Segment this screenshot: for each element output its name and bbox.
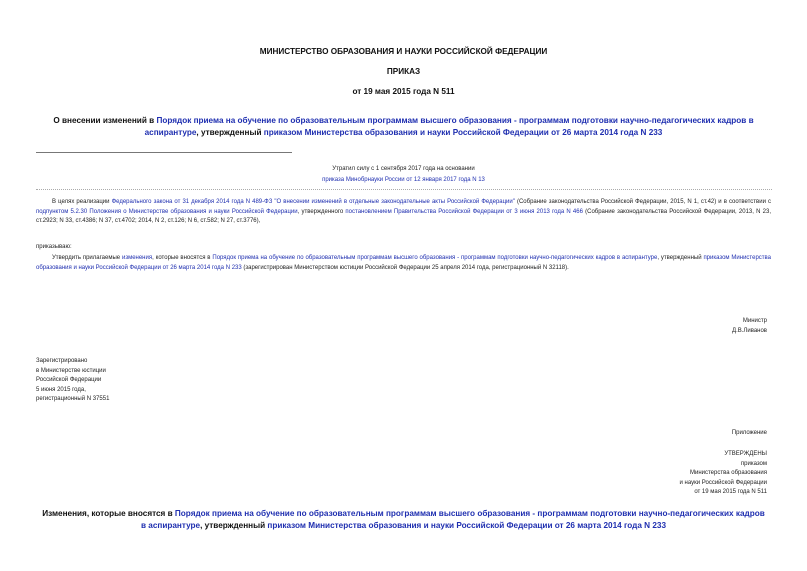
order-text-1: Утвердить прилагаемые bbox=[52, 255, 122, 261]
procedure-link[interactable]: Порядок приема на обучение по образовательным программам высшего образования - программам подготовки научно-педагогических кадров в аспирантуре bbox=[212, 255, 658, 261]
appendix-label: Приложение bbox=[731, 430, 767, 436]
registration-line-5: регистрационный N 37551 bbox=[36, 396, 110, 403]
changes-title-text-2: , утвержденный bbox=[200, 520, 268, 530]
order-text-2: , которые вносятся в bbox=[152, 255, 213, 261]
changes-title bbox=[40, 508, 767, 531]
changes-link[interactable]: изменения bbox=[121, 255, 153, 261]
order-title bbox=[40, 115, 767, 138]
doc-date-number: от 19 мая 2015 года N 511 bbox=[352, 87, 455, 96]
preamble-text-4: (Собрание законодательства Российской Федерации, 2013, N 23, ст.2923; N 33, ст.4386; N 37, ст.4702; 2014, N 2, ст.126; N 6, ст.582; N 27, ст.3776), bbox=[36, 208, 772, 225]
approved-line-2: Министерства образования bbox=[689, 470, 767, 477]
preamble-paragraph bbox=[36, 198, 771, 227]
order-paragraph bbox=[36, 254, 771, 273]
approved-line-3: и науки Российской Федерации bbox=[679, 479, 767, 486]
signature-name: Д.В.Ливанов bbox=[732, 327, 767, 334]
order-text-3: , утвержденный bbox=[657, 255, 704, 261]
title-text-2: , утвержденный bbox=[196, 127, 264, 137]
signature-role: Министр bbox=[742, 318, 767, 324]
approved-line-4: от 19 мая 2015 года N 511 bbox=[694, 489, 767, 496]
changes-title-text-1: Изменения, которые вносятся в bbox=[42, 509, 175, 518]
federal-law-link[interactable]: Федерального закона от 31 декабря 2014 года N 489-ФЗ "О внесении изменений в отдельные законодательные акты Российской Федерации" bbox=[111, 199, 515, 205]
doc-type-heading: ПРИКАЗ bbox=[386, 67, 421, 76]
registration-block bbox=[36, 357, 109, 405]
expiry-note bbox=[200, 164, 607, 185]
divider-line bbox=[36, 152, 292, 153]
preamble-text-2: (Собрание законодательства Российской Федерации, 2015, N 1, ст.42) и в соответствии с bbox=[514, 199, 771, 205]
title-text-1: О внесении изменений в bbox=[53, 116, 157, 125]
changes-title-order-link[interactable]: приказом Министерства образования и науки Российской Федерации от 26 марта 2014 года N 233 bbox=[267, 520, 667, 530]
approved-line-1: приказом bbox=[740, 460, 767, 467]
registration-line-4: 5 июня 2015 года, bbox=[36, 386, 86, 393]
regulation-subclause-link[interactable]: подпунктом 5.2.30 Положения о Министерстве образования и науки Российской Федерации bbox=[36, 208, 298, 215]
registration-line-2: в Министерстве юстиции bbox=[36, 367, 106, 374]
approval-block bbox=[680, 450, 768, 498]
order-word: приказываю: bbox=[36, 244, 72, 250]
preamble-text-3: , утвержденного bbox=[297, 208, 346, 215]
title-link-order-233[interactable]: приказом Министерства образования и науки Российской Федерации от 26 марта 2014 года N 233 bbox=[263, 127, 663, 137]
expiry-note-link[interactable]: приказа Минобрнауки России от 12 января 2017 года N 13 bbox=[322, 176, 485, 183]
registration-line-3: Российской Федерации bbox=[36, 377, 102, 384]
approved-heading: УТВЕРЖДЕНЫ bbox=[724, 451, 767, 457]
expiry-note-text: Утратил силу с 1 сентября 2017 года на основании bbox=[332, 166, 475, 172]
order-233-link[interactable]: приказом Министерства образования и науки Российской Федерации от 26 марта 2014 года N 233 bbox=[36, 255, 771, 271]
registration-line-1: Зарегистрировано bbox=[36, 358, 88, 364]
ministry-heading: МИНИСТЕРСТВО ОБРАЗОВАНИЯ И НАУКИ РОССИЙСКОЙ ФЕДЕРАЦИИ bbox=[259, 47, 548, 56]
changes-title-procedure-link[interactable]: Порядок приема на обучение по образовательным программам высшего образования - программам подготовки научно-педагогических кадров в аспирантуре bbox=[140, 509, 765, 530]
signature-block bbox=[732, 317, 767, 336]
government-decree-link[interactable]: постановлением Правительства Российской Федерации от 3 июня 2013 года N 466 bbox=[345, 208, 583, 215]
preamble-text-1: В целях реализации bbox=[52, 199, 112, 205]
title-link-procedure[interactable]: Порядок приема на обучение по образовательным программам высшего образования - программам подготовки научно-педагогических кадров в аспирантуре bbox=[144, 116, 754, 137]
order-text-4: (зарегистрирован Министерством юстиции Российской Федерации 25 апреля 2014 года, регистрационный N 32118). bbox=[241, 264, 569, 271]
dotted-divider bbox=[36, 189, 772, 190]
